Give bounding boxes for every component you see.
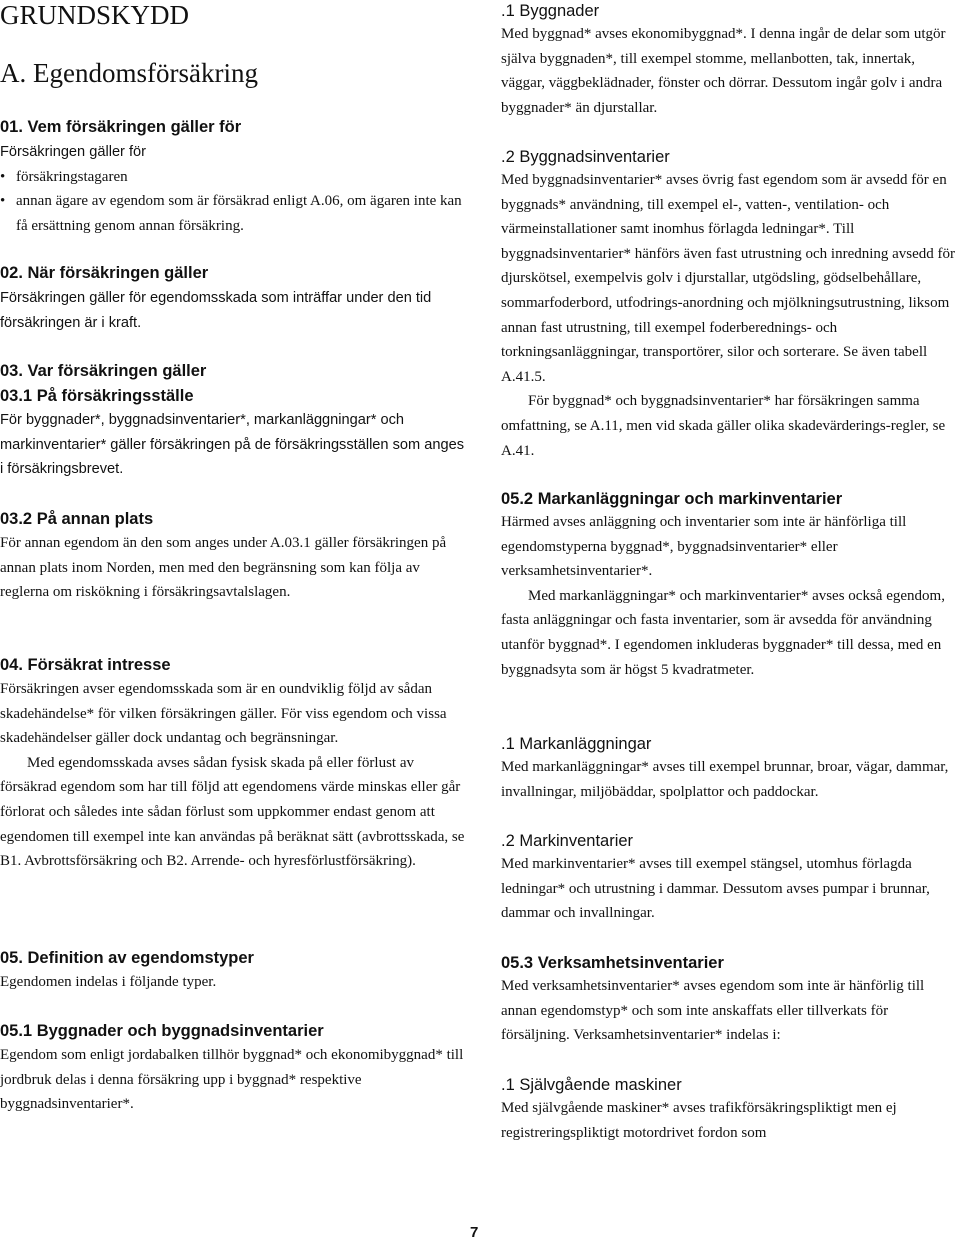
page-number: 7 bbox=[470, 1224, 479, 1241]
section-05-2-text: Härmed avses anläggning och inventarier som inte är hänförliga till egendomstyperna byggnad*, byggnadsinventarier* eller verksamhetsinventarier*. bbox=[501, 514, 907, 580]
section-04-heading: 04. Försäkrat intresse bbox=[0, 656, 171, 674]
byggnadsinventarier-heading: .2 Byggnadsinventarier bbox=[501, 148, 670, 166]
subsection-markanlaggningar bbox=[501, 733, 960, 804]
section-01 bbox=[0, 116, 470, 238]
section-03-1-text: För byggnader*, byggnadsinventarier*, markanläggningar* och markinventarier* gäller försäkringen på de försäkringsställen som anges i försäkringsbrevet. bbox=[0, 412, 464, 478]
section-01-intro: Försäkringen gäller för bbox=[0, 144, 147, 160]
section-03 bbox=[0, 360, 470, 482]
section-03-2 bbox=[0, 508, 470, 605]
section-03-1-heading: 03.1 På försäkringsställe bbox=[0, 387, 194, 405]
byggnadsinventarier-text: Med byggnadsinventarier* avses övrig fast egendom som är avsedd för en byggnads* användning, till exempel el-, vatten-, ventilation- och värmeinstallationer samt inomhus förlagda ledningar*. Till byggnadsinventarier* hänförs även fast utrustning och inredning avsedd för djurskötsel, exempelvis golv i djurstallar, utgödsling, gödselbehållare, sommarfoderbord, utfodrings-anordning och mjölkningsutrustning, liksom annan fast utrustning, till exempel foderberednings- och torkningsanläggningar, transportörer, silor och sorterare. Se även tabell A.41.5. bbox=[501, 172, 956, 385]
subsection-byggnadsinventarier bbox=[501, 146, 960, 463]
section-05-3 bbox=[501, 952, 960, 1048]
byggnadsinventarier-text-2: För byggnad* och byggnadsinventarier* har försäkringen samma omfattning, se A.11, men vid skada gäller olika skadevärderings-regler, se A.41. bbox=[501, 393, 946, 459]
subsection-byggnader bbox=[501, 0, 960, 120]
markinventarier-heading: .2 Markinventarier bbox=[501, 832, 634, 850]
markinventarier-text: Med markinventarier* avses till exempel stängsel, utomhus förlagda ledningar* och utrustning i dammar. Dessutom avses pumpar i brunnar, dammar och invallningar. bbox=[501, 856, 930, 922]
section-03-2-heading: 03.2 På annan plats bbox=[0, 510, 154, 528]
subsection-markinventarier bbox=[501, 830, 960, 926]
section-03-2-text: För annan egendom än den som anges under A.03.1 gäller försäkringen på annan plats inom Norden, men med den begränsning som kan följa av reglerna om riskökning i försäkringsavtalslagen. bbox=[0, 535, 447, 601]
section-05-3-text: Med verksamhetsinventarier* avses egendom som inte är hänförlig till annan egendomstyp* och som inte anskaffats eller tillverkats för försäljning. Verksamhetsinventarier* indelas i: bbox=[501, 978, 925, 1044]
section-01-list bbox=[0, 165, 470, 239]
markanlaggningar-heading: .1 Markanläggningar bbox=[501, 735, 652, 753]
section-05-2 bbox=[501, 488, 960, 682]
section-05-1 bbox=[0, 1020, 470, 1117]
section-05 bbox=[0, 947, 470, 995]
section-title: A. Egendomsförsäkring bbox=[0, 58, 258, 88]
sjalvgaende-maskiner-text: Med självgående maskiner* avses trafikförsäkringspliktigt men ej registreringspliktigt motordrivet fordon som bbox=[501, 1100, 897, 1141]
section-05-text: Egendomen indelas i följande typer. bbox=[0, 974, 217, 990]
sjalvgaende-maskiner-heading: .1 Självgående maskiner bbox=[501, 1076, 682, 1094]
markanlaggningar-text: Med markanläggningar* avses till exempel brunnar, broar, vägar, dammar, invallningar, miljöbäddar, spolplattor och paddockar. bbox=[501, 759, 949, 800]
section-05-3-heading: 05.3 Verksamhetsinventarier bbox=[501, 954, 724, 972]
list-item: • annan ägare av egendom som är försäkrad enligt A.06, om ägaren inte kan få ersättning genom annan försäkring. bbox=[0, 193, 462, 234]
section-04-p2: Med egendomsskada avses sådan fysisk skada på eller förlust av försäkrad egendom som har till följd att egendomens värde minskas eller går förlorat och således inte sådan förlust som uppkommer endast genom att egendomen till exempel inte kan användas på beräknat sätt (avbrottsskada, se B1. Avbrottsförsäkring och B2. Arrende- och hyresförlustförsäkring). bbox=[0, 754, 465, 870]
document-title: GRUNDSKYDD bbox=[0, 0, 190, 30]
subsection-sjalvgaende-maskiner bbox=[501, 1074, 960, 1145]
section-05-1-text: Egendom som enligt jordabalken tillhör byggnad* och ekonomibyggnad* till jordbruk delas i denna försäkring upp i byggnad* respektive byggnadsinventarier*. bbox=[0, 1047, 464, 1113]
section-05-2-heading: 05.2 Markanläggningar och markinventarier bbox=[501, 490, 843, 508]
section-02-heading: 02. När försäkringen gäller bbox=[0, 264, 209, 282]
section-01-heading: 01. Vem försäkringen gäller för bbox=[0, 118, 242, 136]
byggnader-heading: .1 Byggnader bbox=[501, 2, 600, 20]
section-04 bbox=[0, 654, 470, 874]
list-item: • försäkringstagaren bbox=[0, 168, 128, 185]
section-02-text: Försäkringen gäller för egendomsskada som inträffar under den tid försäkringen är i kraft. bbox=[0, 290, 432, 331]
section-03-heading: 03. Var försäkringen gäller bbox=[0, 362, 207, 380]
section-05-1-heading: 05.1 Byggnader och byggnadsinventarier bbox=[0, 1022, 324, 1040]
section-05-heading: 05. Definition av egendomstyper bbox=[0, 949, 254, 967]
byggnader-text: Med byggnad* avses ekonomibyggnad*. I denna ingår de delar som utgör själva byggnaden*, till exempel stomme, mellanbotten, tak, innertak, väggar, väggbeklädnader, fönster och dörrar. Dessutom ingår golv i andra byggnader* än djurstallar. bbox=[501, 26, 946, 116]
section-04-p1: Försäkringen avser egendomsskada som är en oundviklig följd av sådan skadehändelse* för vilken försäkringen gäller. För viss egendom och vissa skadehändelser gäller dock undantag och begränsningar. bbox=[0, 681, 447, 747]
section-05-2-text-2: Med markanläggningar* och markinventarier* avses också egendom, fasta anläggningar och fasta inventarier, som är avsedda för användning utanför byggnad*. I egendomen inkluderas byggnader* till dessa, med en byggnadsyta som är högst 5 kvadratmeter. bbox=[501, 587, 945, 678]
section-02 bbox=[0, 262, 470, 335]
